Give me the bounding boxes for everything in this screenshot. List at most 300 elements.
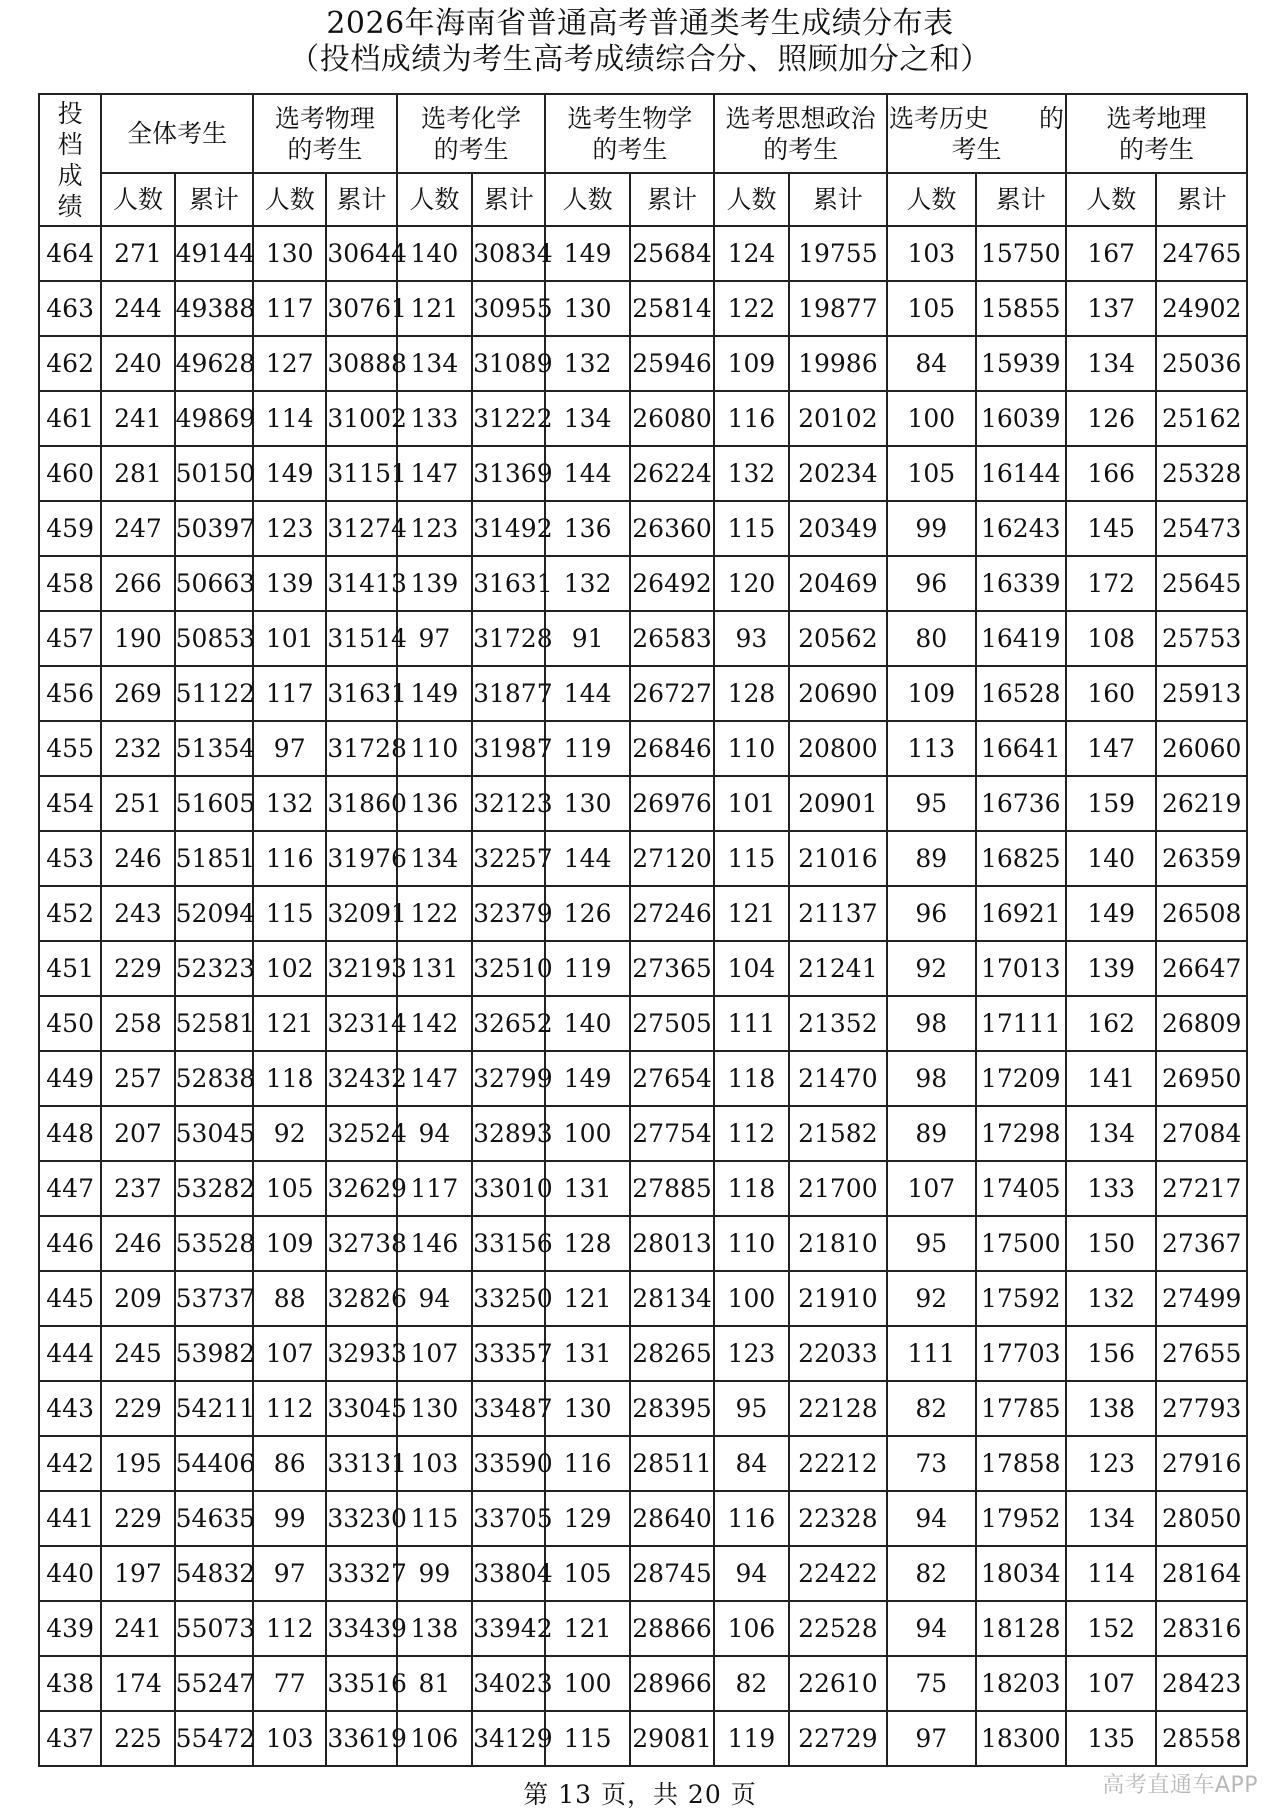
table-body — [39, 226, 1247, 1766]
chemistry-cumulative-cell: 31492 — [472, 501, 545, 556]
biology-count-cell: 119 — [545, 721, 629, 776]
politics-count-cell: 94 — [714, 1546, 788, 1601]
score-cell: 439 — [39, 1601, 101, 1656]
group-header-biology — [545, 94, 714, 173]
biology-cumulative-cell: 28745 — [630, 1546, 714, 1601]
politics-cumulative-cell: 22729 — [789, 1711, 887, 1766]
cumulative-header: 累计 — [630, 173, 714, 226]
history-count-cell: 75 — [887, 1656, 975, 1711]
physics-count-cell: 118 — [253, 1051, 326, 1106]
biology-count-cell: 91 — [545, 611, 629, 666]
chemistry-cumulative-cell: 33010 — [472, 1161, 545, 1216]
table-row — [39, 1216, 1247, 1271]
physics-count-cell: 102 — [253, 941, 326, 996]
chemistry-cumulative-cell: 33705 — [472, 1491, 545, 1546]
history-cumulative-cell: 16528 — [976, 666, 1066, 721]
physics-count-cell: 107 — [253, 1326, 326, 1381]
biology-count-cell: 128 — [545, 1216, 629, 1271]
table-header — [39, 94, 1247, 226]
all-cumulative-cell: 51851 — [175, 831, 253, 886]
score-cell: 437 — [39, 1711, 101, 1766]
history-cumulative-cell: 16921 — [976, 886, 1066, 941]
biology-cumulative-cell: 27246 — [630, 886, 714, 941]
geography-count-cell: 150 — [1066, 1216, 1156, 1271]
score-column-header — [39, 94, 101, 226]
score-cell: 462 — [39, 336, 101, 391]
all-cumulative-cell: 49628 — [175, 336, 253, 391]
group-header-line2: 的考生 — [592, 134, 668, 164]
all-cumulative-cell: 51354 — [175, 721, 253, 776]
all-cumulative-cell: 54211 — [175, 1381, 253, 1436]
history-cumulative-cell: 17209 — [976, 1051, 1066, 1106]
biology-cumulative-cell: 26360 — [630, 501, 714, 556]
politics-cumulative-cell: 22033 — [789, 1326, 887, 1381]
table-row — [39, 281, 1247, 336]
all-count-cell: 257 — [101, 1051, 174, 1106]
group-header-politics — [714, 94, 887, 173]
physics-cumulative-cell: 32826 — [326, 1271, 396, 1326]
all-count-cell: 237 — [101, 1161, 174, 1216]
biology-cumulative-cell: 25946 — [630, 336, 714, 391]
politics-count-cell: 93 — [714, 611, 788, 666]
chemistry-cumulative-cell: 33487 — [472, 1381, 545, 1436]
count-header: 人数 — [545, 173, 629, 226]
chemistry-count-cell: 106 — [397, 1711, 472, 1766]
politics-cumulative-cell: 21470 — [789, 1051, 887, 1106]
score-cell: 454 — [39, 776, 101, 831]
count-header: 人数 — [253, 173, 326, 226]
physics-cumulative-cell: 30761 — [326, 281, 396, 336]
politics-cumulative-cell: 20901 — [789, 776, 887, 831]
politics-cumulative-cell: 19877 — [789, 281, 887, 336]
geography-cumulative-cell: 27655 — [1156, 1326, 1247, 1381]
all-cumulative-cell: 50397 — [175, 501, 253, 556]
table-row — [39, 1326, 1247, 1381]
history-count-cell: 89 — [887, 831, 975, 886]
chemistry-count-cell: 103 — [397, 1436, 472, 1491]
score-cell: 445 — [39, 1271, 101, 1326]
geography-cumulative-cell: 25645 — [1156, 556, 1247, 611]
geography-count-cell: 126 — [1066, 391, 1156, 446]
group-header-chemistry — [397, 94, 546, 173]
geography-count-cell: 139 — [1066, 941, 1156, 996]
history-count-cell: 107 — [887, 1161, 975, 1216]
politics-cumulative-cell: 21137 — [789, 886, 887, 941]
politics-cumulative-cell: 21700 — [789, 1161, 887, 1216]
history-count-cell: 92 — [887, 1271, 975, 1326]
cumulative-header: 累计 — [1156, 173, 1247, 226]
all-count-cell: 197 — [101, 1546, 174, 1601]
history-cumulative-cell: 18300 — [976, 1711, 1066, 1766]
chemistry-count-cell: 138 — [397, 1601, 472, 1656]
biology-cumulative-cell: 27654 — [630, 1051, 714, 1106]
biology-cumulative-cell: 29081 — [630, 1711, 714, 1766]
history-cumulative-cell: 16039 — [976, 391, 1066, 446]
chemistry-count-cell: 146 — [397, 1216, 472, 1271]
table-row — [39, 1601, 1247, 1656]
all-cumulative-cell: 53045 — [175, 1106, 253, 1161]
history-count-cell: 84 — [887, 336, 975, 391]
all-cumulative-cell: 54406 — [175, 1436, 253, 1491]
cumulative-header: 累计 — [175, 173, 253, 226]
history-count-cell: 105 — [887, 446, 975, 501]
group-header-physics — [253, 94, 397, 173]
chemistry-count-cell: 94 — [397, 1106, 472, 1161]
physics-count-cell: 92 — [253, 1106, 326, 1161]
history-cumulative-cell: 16243 — [976, 501, 1066, 556]
score-cell: 453 — [39, 831, 101, 886]
politics-cumulative-cell: 20800 — [789, 721, 887, 776]
all-cumulative-cell: 52094 — [175, 886, 253, 941]
politics-count-cell: 110 — [714, 1216, 788, 1271]
table-row — [39, 941, 1247, 996]
politics-count-cell: 120 — [714, 556, 788, 611]
history-cumulative-cell: 17013 — [976, 941, 1066, 996]
biology-cumulative-cell: 27365 — [630, 941, 714, 996]
table-row — [39, 721, 1247, 776]
physics-count-cell: 114 — [253, 391, 326, 446]
biology-count-cell: 121 — [545, 1271, 629, 1326]
physics-cumulative-cell: 31274 — [326, 501, 396, 556]
history-cumulative-cell: 17592 — [976, 1271, 1066, 1326]
physics-count-cell: 88 — [253, 1271, 326, 1326]
score-cell: 456 — [39, 666, 101, 721]
geography-count-cell: 134 — [1066, 336, 1156, 391]
biology-count-cell: 126 — [545, 886, 629, 941]
politics-cumulative-cell: 22128 — [789, 1381, 887, 1436]
physics-count-cell: 139 — [253, 556, 326, 611]
physics-cumulative-cell: 33045 — [326, 1381, 396, 1436]
all-count-cell: 246 — [101, 831, 174, 886]
score-cell: 443 — [39, 1381, 101, 1436]
all-count-cell: 225 — [101, 1711, 174, 1766]
all-cumulative-cell: 49144 — [175, 226, 253, 281]
politics-cumulative-cell: 21810 — [789, 1216, 887, 1271]
score-cell: 442 — [39, 1436, 101, 1491]
all-count-cell: 209 — [101, 1271, 174, 1326]
biology-count-cell: 129 — [545, 1491, 629, 1546]
history-count-cell: 97 — [887, 1711, 975, 1766]
chemistry-count-cell: 139 — [397, 556, 472, 611]
physics-cumulative-cell: 32629 — [326, 1161, 396, 1216]
chemistry-count-cell: 147 — [397, 1051, 472, 1106]
politics-count-cell: 128 — [714, 666, 788, 721]
biology-count-cell: 144 — [545, 831, 629, 886]
geography-count-cell: 138 — [1066, 1381, 1156, 1436]
biology-count-cell: 116 — [545, 1436, 629, 1491]
history-cumulative-cell: 15750 — [976, 226, 1066, 281]
all-count-cell: 281 — [101, 446, 174, 501]
biology-count-cell: 130 — [545, 776, 629, 831]
geography-cumulative-cell: 27793 — [1156, 1381, 1247, 1436]
biology-cumulative-cell: 25684 — [630, 226, 714, 281]
biology-count-cell: 144 — [545, 666, 629, 721]
history-count-cell: 111 — [887, 1326, 975, 1381]
geography-count-cell: 137 — [1066, 281, 1156, 336]
politics-count-cell: 115 — [714, 831, 788, 886]
history-cumulative-cell: 16641 — [976, 721, 1066, 776]
politics-count-cell: 82 — [714, 1656, 788, 1711]
politics-count-cell: 112 — [714, 1106, 788, 1161]
chemistry-count-cell: 130 — [397, 1381, 472, 1436]
politics-cumulative-cell: 21582 — [789, 1106, 887, 1161]
chemistry-count-cell: 107 — [397, 1326, 472, 1381]
score-cell: 440 — [39, 1546, 101, 1601]
biology-cumulative-cell: 28134 — [630, 1271, 714, 1326]
all-cumulative-cell: 54635 — [175, 1491, 253, 1546]
physics-cumulative-cell: 31860 — [326, 776, 396, 831]
all-cumulative-cell: 49388 — [175, 281, 253, 336]
history-count-cell: 96 — [887, 556, 975, 611]
chemistry-cumulative-cell: 31089 — [472, 336, 545, 391]
all-cumulative-cell: 54832 — [175, 1546, 253, 1601]
geography-cumulative-cell: 27916 — [1156, 1436, 1247, 1491]
geography-cumulative-cell: 25473 — [1156, 501, 1247, 556]
physics-count-cell: 86 — [253, 1436, 326, 1491]
biology-cumulative-cell: 28511 — [630, 1436, 714, 1491]
physics-cumulative-cell: 30644 — [326, 226, 396, 281]
physics-count-cell: 99 — [253, 1491, 326, 1546]
biology-count-cell: 100 — [545, 1106, 629, 1161]
score-cell: 460 — [39, 446, 101, 501]
physics-cumulative-cell: 31728 — [326, 721, 396, 776]
geography-count-cell: 132 — [1066, 1271, 1156, 1326]
count-header: 人数 — [1066, 173, 1156, 226]
politics-cumulative-cell: 21352 — [789, 996, 887, 1051]
history-count-cell: 99 — [887, 501, 975, 556]
history-cumulative-cell: 18203 — [976, 1656, 1066, 1711]
physics-count-cell: 97 — [253, 1546, 326, 1601]
politics-count-cell: 119 — [714, 1711, 788, 1766]
score-cell: 449 — [39, 1051, 101, 1106]
physics-cumulative-cell: 31413 — [326, 556, 396, 611]
politics-count-cell: 84 — [714, 1436, 788, 1491]
history-count-cell: 113 — [887, 721, 975, 776]
chemistry-cumulative-cell: 32123 — [472, 776, 545, 831]
table-header-row — [39, 94, 1247, 173]
table-row — [39, 556, 1247, 611]
geography-count-cell: 141 — [1066, 1051, 1156, 1106]
group-header-line2: 的考生 — [1118, 134, 1194, 164]
all-count-cell: 229 — [101, 1381, 174, 1436]
geography-cumulative-cell: 27217 — [1156, 1161, 1247, 1216]
all-count-cell: 241 — [101, 391, 174, 446]
history-cumulative-cell: 17111 — [976, 996, 1066, 1051]
geography-cumulative-cell: 26809 — [1156, 996, 1247, 1051]
politics-count-cell: 95 — [714, 1381, 788, 1436]
all-count-cell: 271 — [101, 226, 174, 281]
count-header: 人数 — [714, 173, 788, 226]
biology-count-cell: 131 — [545, 1326, 629, 1381]
geography-cumulative-cell: 25162 — [1156, 391, 1247, 446]
all-cumulative-cell: 51122 — [175, 666, 253, 721]
physics-cumulative-cell: 31514 — [326, 611, 396, 666]
score-cell: 451 — [39, 941, 101, 996]
politics-count-cell: 104 — [714, 941, 788, 996]
geography-cumulative-cell: 25328 — [1156, 446, 1247, 501]
all-count-cell: 243 — [101, 886, 174, 941]
table-row — [39, 1546, 1247, 1601]
biology-count-cell: 119 — [545, 941, 629, 996]
chemistry-count-cell: 134 — [397, 831, 472, 886]
chemistry-cumulative-cell: 32257 — [472, 831, 545, 886]
history-count-cell: 100 — [887, 391, 975, 446]
all-count-cell: 266 — [101, 556, 174, 611]
group-header-line1: 选考历史 的 — [889, 103, 1065, 133]
biology-cumulative-cell: 26583 — [630, 611, 714, 666]
politics-cumulative-cell: 20690 — [789, 666, 887, 721]
count-header: 人数 — [397, 173, 472, 226]
physics-cumulative-cell: 30888 — [326, 336, 396, 391]
politics-cumulative-cell: 22528 — [789, 1601, 887, 1656]
group-header-line2: 的考生 — [433, 134, 509, 164]
watermark: 高考直通车APP — [1102, 1773, 1258, 1798]
all-cumulative-cell: 51605 — [175, 776, 253, 831]
geography-count-cell: 145 — [1066, 501, 1156, 556]
biology-cumulative-cell: 28013 — [630, 1216, 714, 1271]
biology-cumulative-cell: 28395 — [630, 1381, 714, 1436]
physics-count-cell: 103 — [253, 1711, 326, 1766]
politics-cumulative-cell: 21016 — [789, 831, 887, 886]
politics-cumulative-cell: 20469 — [789, 556, 887, 611]
physics-cumulative-cell: 32524 — [326, 1106, 396, 1161]
chemistry-count-cell: 110 — [397, 721, 472, 776]
physics-cumulative-cell: 32738 — [326, 1216, 396, 1271]
geography-cumulative-cell: 27084 — [1156, 1106, 1247, 1161]
history-count-cell: 94 — [887, 1601, 975, 1656]
history-cumulative-cell: 15939 — [976, 336, 1066, 391]
physics-count-cell: 123 — [253, 501, 326, 556]
geography-cumulative-cell: 28423 — [1156, 1656, 1247, 1711]
score-header-label: 投档成绩 — [57, 99, 83, 221]
table-row — [39, 336, 1247, 391]
politics-count-cell: 123 — [714, 1326, 788, 1381]
table-row — [39, 776, 1247, 831]
history-count-cell: 95 — [887, 776, 975, 831]
politics-count-cell: 116 — [714, 1491, 788, 1546]
history-cumulative-cell: 15855 — [976, 281, 1066, 336]
score-cell: 448 — [39, 1106, 101, 1161]
all-count-cell: 244 — [101, 281, 174, 336]
chemistry-cumulative-cell: 34023 — [472, 1656, 545, 1711]
all-count-cell: 229 — [101, 941, 174, 996]
physics-cumulative-cell: 33619 — [326, 1711, 396, 1766]
geography-cumulative-cell: 24765 — [1156, 226, 1247, 281]
physics-count-cell: 105 — [253, 1161, 326, 1216]
geography-cumulative-cell: 28316 — [1156, 1601, 1247, 1656]
politics-cumulative-cell: 22328 — [789, 1491, 887, 1546]
physics-cumulative-cell: 32314 — [326, 996, 396, 1051]
politics-count-cell: 132 — [714, 446, 788, 501]
physics-cumulative-cell: 33327 — [326, 1546, 396, 1601]
history-count-cell: 94 — [887, 1491, 975, 1546]
chemistry-cumulative-cell: 31987 — [472, 721, 545, 776]
all-cumulative-cell: 53528 — [175, 1216, 253, 1271]
chemistry-count-cell: 133 — [397, 391, 472, 446]
history-cumulative-cell: 17952 — [976, 1491, 1066, 1546]
score-cell: 461 — [39, 391, 101, 446]
physics-cumulative-cell: 33131 — [326, 1436, 396, 1491]
physics-cumulative-cell: 32432 — [326, 1051, 396, 1106]
group-header-line2: 的考生 — [763, 134, 839, 164]
physics-count-cell: 132 — [253, 776, 326, 831]
table-row — [39, 666, 1247, 721]
biology-cumulative-cell: 26846 — [630, 721, 714, 776]
all-cumulative-cell: 53282 — [175, 1161, 253, 1216]
physics-count-cell: 149 — [253, 446, 326, 501]
group-header-line1: 选考生物学 — [567, 103, 693, 133]
chemistry-cumulative-cell: 33250 — [472, 1271, 545, 1326]
count-header: 人数 — [887, 173, 975, 226]
geography-cumulative-cell: 24902 — [1156, 281, 1247, 336]
physics-count-cell: 116 — [253, 831, 326, 886]
group-header-all — [101, 94, 253, 173]
all-count-cell: 195 — [101, 1436, 174, 1491]
chemistry-count-cell: 97 — [397, 611, 472, 666]
physics-cumulative-cell: 32091 — [326, 886, 396, 941]
physics-count-cell: 121 — [253, 996, 326, 1051]
biology-count-cell: 149 — [545, 226, 629, 281]
geography-cumulative-cell: 26219 — [1156, 776, 1247, 831]
all-cumulative-cell: 50663 — [175, 556, 253, 611]
group-header-line2: 的考生 — [287, 134, 363, 164]
chemistry-cumulative-cell: 32799 — [472, 1051, 545, 1106]
politics-cumulative-cell: 19755 — [789, 226, 887, 281]
geography-count-cell: 152 — [1066, 1601, 1156, 1656]
biology-cumulative-cell: 26492 — [630, 556, 714, 611]
page-title: 2026年海南省普通高考普通类考生成绩分布表 — [326, 6, 954, 41]
biology-count-cell: 100 — [545, 1656, 629, 1711]
physics-count-cell: 77 — [253, 1656, 326, 1711]
geography-count-cell: 160 — [1066, 666, 1156, 721]
table-row — [39, 1656, 1247, 1711]
physics-cumulative-cell: 33230 — [326, 1491, 396, 1546]
table-row — [39, 1106, 1247, 1161]
politics-count-cell: 106 — [714, 1601, 788, 1656]
geography-count-cell: 159 — [1066, 776, 1156, 831]
biology-cumulative-cell: 26976 — [630, 776, 714, 831]
all-count-cell: 207 — [101, 1106, 174, 1161]
score-cell: 463 — [39, 281, 101, 336]
chemistry-cumulative-cell: 33590 — [472, 1436, 545, 1491]
score-cell: 464 — [39, 226, 101, 281]
group-header-history — [887, 94, 1066, 173]
chemistry-cumulative-cell: 31369 — [472, 446, 545, 501]
physics-count-cell: 130 — [253, 226, 326, 281]
all-count-cell: 251 — [101, 776, 174, 831]
table-row — [39, 831, 1247, 886]
table-row — [39, 1491, 1247, 1546]
all-cumulative-cell: 50150 — [175, 446, 253, 501]
table-row — [39, 996, 1247, 1051]
chemistry-count-cell: 131 — [397, 941, 472, 996]
biology-cumulative-cell: 25814 — [630, 281, 714, 336]
geography-cumulative-cell: 26950 — [1156, 1051, 1247, 1106]
chemistry-count-cell: 142 — [397, 996, 472, 1051]
geography-count-cell: 108 — [1066, 611, 1156, 666]
history-count-cell: 98 — [887, 996, 975, 1051]
geography-count-cell: 156 — [1066, 1326, 1156, 1381]
score-cell: 447 — [39, 1161, 101, 1216]
chemistry-count-cell: 123 — [397, 501, 472, 556]
history-cumulative-cell: 17703 — [976, 1326, 1066, 1381]
geography-cumulative-cell: 26508 — [1156, 886, 1247, 941]
chemistry-cumulative-cell: 31222 — [472, 391, 545, 446]
physics-cumulative-cell: 31976 — [326, 831, 396, 886]
history-count-cell: 95 — [887, 1216, 975, 1271]
score-cell: 438 — [39, 1656, 101, 1711]
biology-cumulative-cell: 28265 — [630, 1326, 714, 1381]
